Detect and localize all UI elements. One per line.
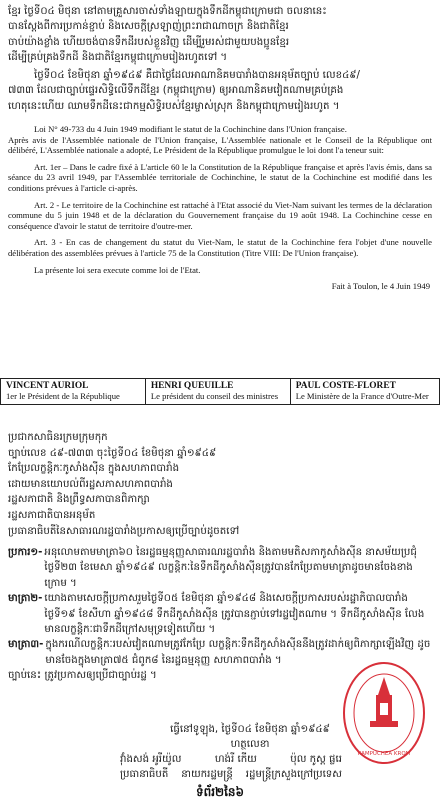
khmer-line: ហេតុនេះហើយ ឈាមទឹកដីនេះជាកម្មសិទ្ធិរបស់ខ្មែរម្ចាស់ស្រុក និងកម្ពុជាក្រោមរៀងរហូត ។ — [8, 100, 340, 112]
law-article-3: Art. 3 - En cas de changement du statut du Viet-Nam, le statut de la Cochinchine fera l'objet d'une nouvelle délibération des assemblées prévues à l'article 75 de la Constitution (Titre VIII: De l'Union française). — [8, 237, 432, 258]
signature-name: វ៉ាំងសង់ អូរីយ៉ូល — [120, 754, 182, 765]
signatory-role: 1er le Président de la République — [6, 391, 120, 402]
signature-name: ហង់រី កើយ — [214, 754, 257, 765]
law-execute-clause: La présente loi sera execute comme loi de l'Etat. — [34, 264, 201, 275]
khmer-line: ដើម្បីគ្រប់គ្រងទឹកដី និងជាតិខ្មែរកម្ពុជាក្រោមរៀងរហូតទៅ ។ — [8, 52, 228, 64]
article-label: មាត្រា៣- — [8, 639, 44, 651]
khmer-line: ប្រជាកសាធិនរក្រមក្រុមកុក — [8, 432, 108, 443]
signatory-cell — [1, 379, 146, 405]
svg-text:KAMPUCHEA KROM: KAMPUCHEA KROM — [357, 751, 411, 757]
signatories-table — [0, 378, 440, 405]
signature-role: រដ្ឋមន្ត្រីក្រសួងក្រៅប្រទេស — [245, 769, 342, 781]
article-label: មាត្រា២- — [8, 593, 43, 605]
article-text: ក្នុងករណីលក្ខន្តិកៈរបស់វៀតណាមត្រូវកែប្រែ លក្ខន្តិកៈទឹកដីកូសាំងស៊ីននឹងត្រូវដាក់ឲ្យពិភាក្សាឡើងវិញ ដូចមានចែងក្នុងមាត្រា៧៥ ជំពូក៨ នៃរដ្ឋធម្មនុញ្ញ សហភាពបារាំង ។ — [45, 639, 431, 666]
signatory-name: VINCENT AURIOL — [6, 381, 89, 391]
khmer-line: ខ្មែរ ថ្ងៃទី០៤ មិថុនា នៅតាមគ្រួសារចាស់ទាំងឡាយក្នុងទឹកដីកម្ពុជាក្រោមជា ចលនានេះ — [8, 6, 327, 17]
signature-role: ប្រធានាធិបតី — [120, 769, 169, 781]
article-text: អនុលោមតាមមាត្រា៦០ នៃរដ្ឋធម្មនុញ្ញសាធារណរដ្ឋបារាំង និងតាមមតិសភាកូសាំងស៊ីន នាសម័យប្រជុំថ្ងៃទី២៣ ខែមេសា ឆ្នាំ១៩៤៩ លក្ខន្តិកៈនៃទឹកដីកូសាំងស៊ីនត្រូវបានកែប្រែតាមមាត្រាដូចមានចែងខាងក្រោម ។ — [44, 547, 417, 589]
signatory-cell — [290, 379, 439, 405]
closing-line: ច្បាប់នេះ ត្រូវប្រកាសឲ្យប្រើជាច្បាប់រដ្ឋ ។ — [8, 670, 157, 682]
signature-roles-row — [120, 767, 342, 782]
khmer-line: ដោយមានយោបល់ពីរដ្ឋសភាសហភាពបារាំង — [8, 478, 173, 490]
place-date: Fait à Toulon, le 4 Juin 1949 — [331, 281, 430, 292]
article-2 — [8, 591, 432, 637]
khmer-translation-header — [8, 430, 432, 539]
french-law-text — [8, 124, 432, 298]
place-date-line: ធ្វើនៅទូឡុង, ថ្ងៃទី០៤ ខែមិថុនា ឆ្នាំ១៩៤៩ — [170, 724, 330, 735]
law-article-1: Art. 1er – Dans le cadre fixé à L'article 60 le la Constitution de la République française et après l'avis émis, dans sa séance du 23 avril 1949, par l'Assemblée territoriale de Cochinchine, le statut de la Cochinchine est modifié dans les conditions prévues à l'article ci-après. — [8, 161, 432, 193]
khmer-line: ថ្ងៃទី០៤ ខែមិថុនា ឆ្នាំ១៩៤៩ គឺជាថ្ងៃដែលអាណានិគមបារាំងបានអនុម័តច្បាប់ លេខ៤៩/ — [34, 70, 360, 81]
law-article-2: Art. 2 - Le territoire de la Cochinchine est rattaché à l'Etat associé du Viet-Nam suivant les termes de la déclaration commune du 5 juin 1948 et de la déclaration du Gouvernement française du 19 août 1948. La Cochinchine cesse en conséquence d'avoir le statut de territoire d'outre-mer. — [8, 199, 432, 231]
khmer-line: ច្បាប់លេខ ៤៩-៧៣៣ ចុះថ្ងៃទី០៤ ខែមិថុនា ឆ្នាំ១៩៤៩ — [8, 447, 217, 459]
law-preamble: Après avis de l'Assemblée nationale de l'Union française, L'Assemblée nationale et le Conseil de la République ont délibéré, L'Assemblée nationale a adopté, Le Président de la République promulgue le loi dont l'a teneur suit: — [8, 134, 432, 156]
signatory-name: PAUL COSTE-FLORET — [295, 381, 396, 391]
community-seal-stamp — [340, 655, 428, 767]
khmer-line: រដ្ឋសភាជាតិ និងព្រឹទ្ធសភាបានពិភាក្សា — [8, 494, 150, 506]
article-text: យោងតាមសេចក្តីប្រកាសរួមថ្ងៃទី០៥ ខែមិថុនា ឆ្នាំ១៩៤៨ និងសេចក្តីប្រកាសរបស់រដ្ឋាភិបាលបារាំងថ្ងៃទី១៩ ខែសីហា ឆ្នាំ១៩៤៨ ទឹកដីកូសាំងស៊ីន ត្រូវបានភ្ជាប់ទៅរដ្ឋវៀតណាម ។ ទឹកដីកូសាំងស៊ីន លែងមានលក្ខន្តិកៈជាទឹកដីក្រៅសមុទ្រទៀតហើយ ។ — [44, 593, 425, 636]
khmer-intro-paragraph-2 — [8, 68, 432, 114]
khmer-line: បានស្តែងពីការប្រកាន់ខ្ជាប់ និងសេចក្តីស្រឡាញ់ព្រះរាជាណាចក្រ និងជាតិខ្មែរ — [8, 21, 289, 33]
signed-label: ហត្ថលេខា — [230, 739, 270, 751]
khmer-place-date — [150, 722, 350, 753]
signature-names-row — [120, 752, 342, 767]
signature-role: នាយករដ្ឋមន្ត្រី — [181, 769, 233, 781]
signatory-cell — [145, 379, 290, 405]
signatory-name: HENRI QUEUILLE — [150, 381, 234, 391]
law-title: Loi N° 49-733 du 4 Juin 1949 modifiant le statut de la Cochinchine dans l'Union française. — [34, 124, 347, 134]
page-number: ទំព័រ២នៃ៦ — [195, 785, 245, 799]
signatory-role: Le Ministère de la France d'Outre-Mer — [295, 391, 429, 402]
khmer-line: ចាប់យ៉ាងខ្លាំង ហើយចង់បានទឹកដីរបស់ខ្លួនវិញ ដើម្បីរួមរស់ជាមួយបងប្អូនខ្មែរ — [8, 36, 290, 48]
khmer-line: ប្រធានាធិបតីនៃសាធារណរដ្ឋបារាំងប្រកាសឲ្យប្រើច្បាប់ដូចតទៅ — [8, 525, 240, 537]
khmer-signatures — [120, 752, 342, 783]
article-1 — [8, 545, 432, 591]
signature-name: ប៉ុល កូស្ត ផ្លរេ — [290, 754, 342, 765]
khmer-intro-paragraph-1 — [8, 4, 432, 66]
khmer-line: កែប្រែលក្ខន្តិកៈកូសាំងស៊ីន ក្នុងសហភាពបារាំង — [8, 463, 180, 475]
article-label: ប្រការ១- — [8, 547, 43, 558]
signatory-role: Le président du conseil des ministres — [150, 391, 279, 402]
khmer-line: ៧៣៣ ដែលជាច្បាប់ផ្ទេរសិទ្ធិលើទឹកដីខ្មែរ (កម្ពុជាក្រោម) ឲ្យអាណានិគមវៀតណាមគ្រប់គ្រង — [8, 85, 344, 97]
khmer-line: រដ្ឋសភាជាតិបានអនុម័ត — [8, 509, 96, 521]
